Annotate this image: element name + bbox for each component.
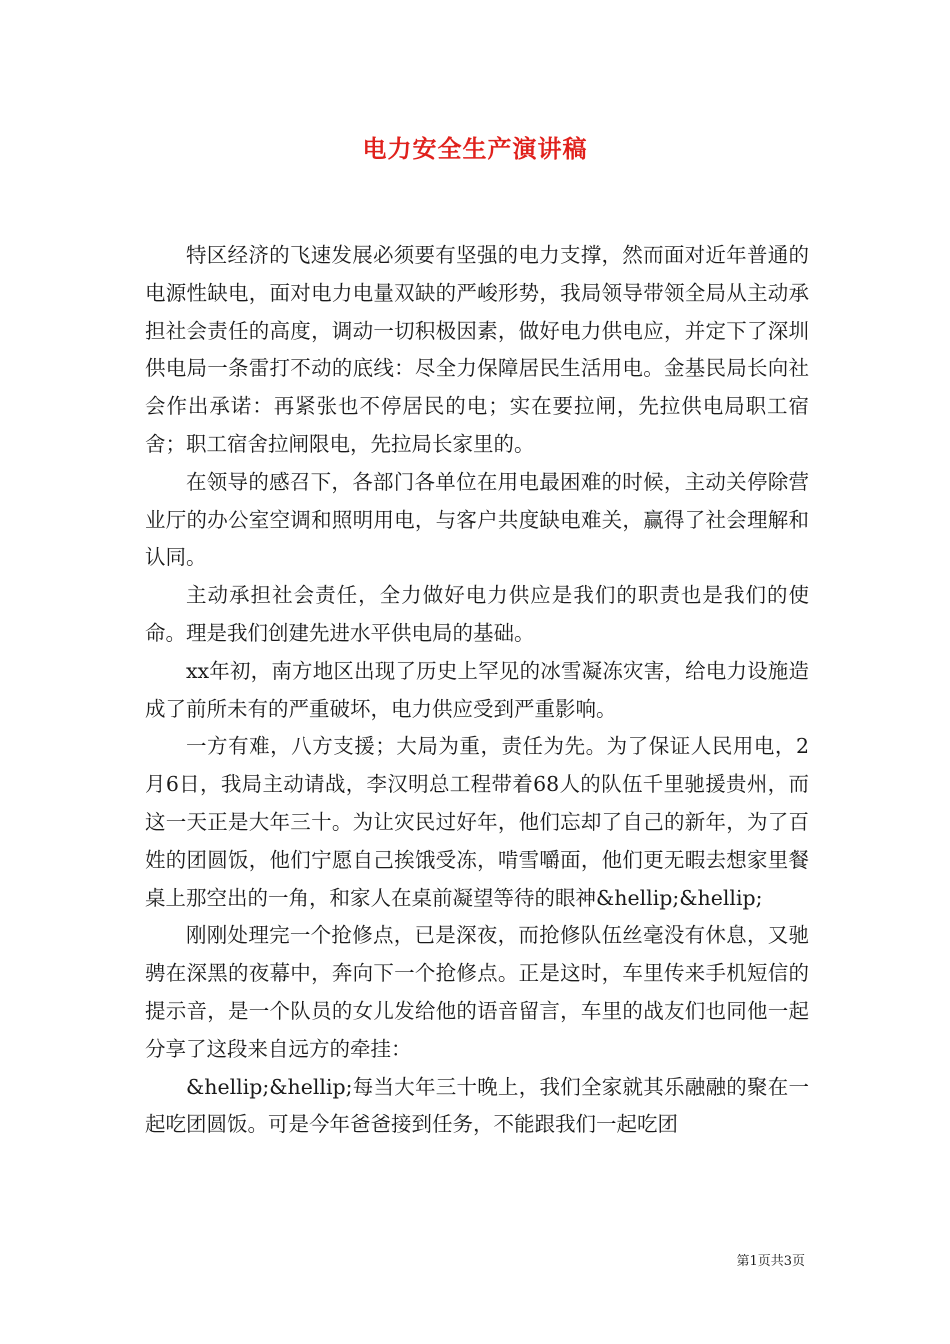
paragraph: xx年初，南方地区出现了历史上罕见的冰雪凝冻灾害，给电力设施造成了前所未有的严重破坏，电力供应受到严重影响。: [145, 658, 809, 721]
page-title: 电力安全生产演讲稿: [362, 134, 588, 163]
paragraph: 一方有难，八方支援；大局为重，责任为先。为了保证人民用电，2月6日，我局主动请战，李汉明总工程带着68人的队伍千里驰援贵州，而这一天正是大年三十。为让灾民过好年，他们忘却了自己的新年，为了百姓的团圆饭，他们宁愿自己挨饿受冻，啃雪嚼面，他们更无暇去想家里餐桌上那空出的一角，和家人在桌前凝望等待的眼神&hellip;&hellip;: [145, 734, 809, 910]
paragraph: 主动承担社会责任，全力做好电力供应是我们的职责也是我们的使命。理是我们创建先进水平供电局的基础。: [145, 583, 809, 645]
paragraph: 在领导的感召下，各部门各单位在用电最困难的时候，主动关停除营业厅的办公室空调和照明用电，与客户共度缺电难关，赢得了社会理解和认同。: [145, 469, 809, 570]
paragraph: 刚刚处理完一个抢修点，已是深夜，而抢修队伍丝毫没有休息，又驰骋在深黑的夜幕中，奔向下一个抢修点。正是这时，车里传来手机短信的提示音，是一个队员的女儿发给他的语音留言，车里的战友们也同他一起分享了这段来自远方的牵挂：: [145, 923, 809, 1061]
page-number: 第1页共3页: [736, 1254, 805, 1269]
document-body: [145, 237, 809, 1144]
paragraph: &hellip;&hellip;每当大年三十晚上，我们全家就其乐融融的聚在一起吃团圆饭。可是今年爸爸接到任务，不能跟我们一起吃团: [145, 1074, 809, 1137]
paragraph: 特区经济的飞速发展必须要有坚强的电力支撑，然而面对近年普通的电源性缺电，面对电力电量双缺的严峻形势，我局领导带领全局从主动承担社会责任的高度，调动一切积极因素，做好电力供电应，并定下了深圳供电局一条雷打不动的底线：尽全力保障居民生活用电。金基民局长向社会作出承诺：再紧张也不停居民的电；实在要拉闸，先拉供电局职工宿舍；职工宿舍拉闸限电，先拉局长家里的。: [145, 243, 809, 456]
